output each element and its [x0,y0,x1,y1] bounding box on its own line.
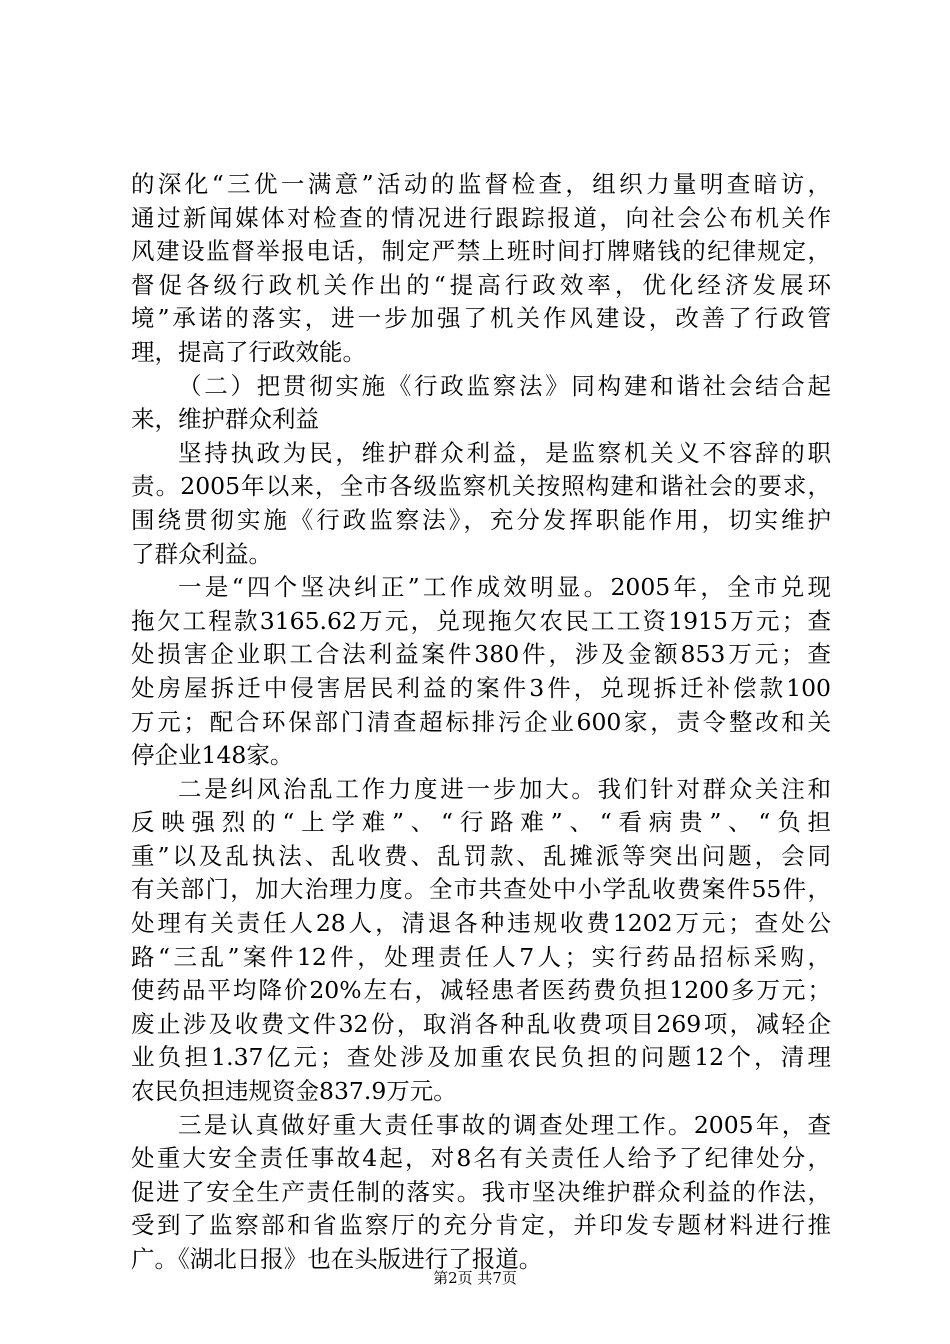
text-line: 责。2005年以来，全市各级监察机关按照构建和谐社会的要求， [131,472,831,501]
text-line: 的深化“三优一满意”活动的监督检查，组织力量明查暗访， [131,170,831,198]
text-line: 有关部门，加大治理力度。全市共查处中小学乱收费案件55件， [131,875,831,904]
text-line: 三是认真做好重大责任事故的调查处理工作。2005年，查 [178,1110,831,1139]
text-line: 坚持执政为民，维护群众利益，是监察机关义不容辞的职 [178,438,831,467]
page-footer: 第2页 共7页 [433,1269,517,1287]
text-line: 使药品平均降价20%左右，减轻患者医药费负担1200多万元； [131,976,831,1005]
text-line: 农民负担违规资金837.9万元。 [131,1077,457,1106]
text-line: （二）把贯彻实施《行政监察法》同构建和谐社会结合起 [178,371,831,400]
text-line: 广。《湖北日报》也在头版进行了报道。 [131,1245,543,1273]
document-body [131,168,831,1277]
text-line: 理，提高了行政效能。 [131,337,366,366]
text-line: 处重大安全责任事故4起，对8名有关责任人给予了纪律处分， [131,1144,831,1173]
text-line: 业负担1.37亿元；查处涉及加重农民负担的问题12个，清理 [131,1043,831,1072]
text-line: 重”以及乱执法、乱收费、乱罚款、乱摊派等突出问题，会同 [131,841,831,870]
text-line: 拖欠工程款3165.62万元，兑现拖欠农民工工资1915万元；查 [131,606,831,635]
text-line: 促进了安全生产责任制的落实。我市坚决维护群众利益的作法， [131,1177,831,1206]
text-line: 围绕贯彻实施《行政监察法》，充分发挥职能作用，切实维护 [131,505,831,534]
text-line: 境”承诺的落实，进一步加强了机关作风建设，改善了行政管 [131,304,831,333]
text-line: 二是纠风治乱工作力度进一步加大。我们针对群众关注和 [178,774,831,803]
text-line: 风建设监督举报电话，制定严禁上班时间打牌赌钱的纪律规定， [131,237,831,266]
text-line: 通过新闻媒体对检查的情况进行跟踪报道，向社会公布机关作 [131,203,831,232]
text-line: 废止涉及收费文件32份，取消各种乱收费项目269项，减轻企 [131,1009,831,1038]
text-line: 一是“四个坚决纠正”工作成效明显。2005年，全市兑现 [178,573,831,602]
text-line: 来，维护群众利益 [131,405,319,434]
text-line: 万元；配合环保部门清查超标排污企业600家，责令整改和关 [131,707,831,736]
text-line: 停企业148家。 [131,741,294,770]
text-line: 受到了监察部和省监察厅的充分肯定，并印发专题材料进行推 [131,1211,831,1240]
text-line: 反映强烈的“上学难”、“行路难”、“看病贵”、“负担 [131,808,831,837]
text-line: 处理有关责任人28人，清退各种违规收费1202万元；查处公 [131,909,831,938]
text-line: 处房屋拆迁中侵害居民利益的案件3件，兑现拆迁补偿款100 [131,673,831,702]
text-line: 了群众利益。 [131,539,272,568]
text-line: 督促各级行政机关作出的“提高行政效率，优化经济发展环 [131,270,831,299]
text-line: 路“三乱”案件12件，处理责任人7人；实行药品招标采购， [131,942,831,971]
text-line: 处损害企业职工合法利益案件380件，涉及金额853万元；查 [131,640,831,669]
